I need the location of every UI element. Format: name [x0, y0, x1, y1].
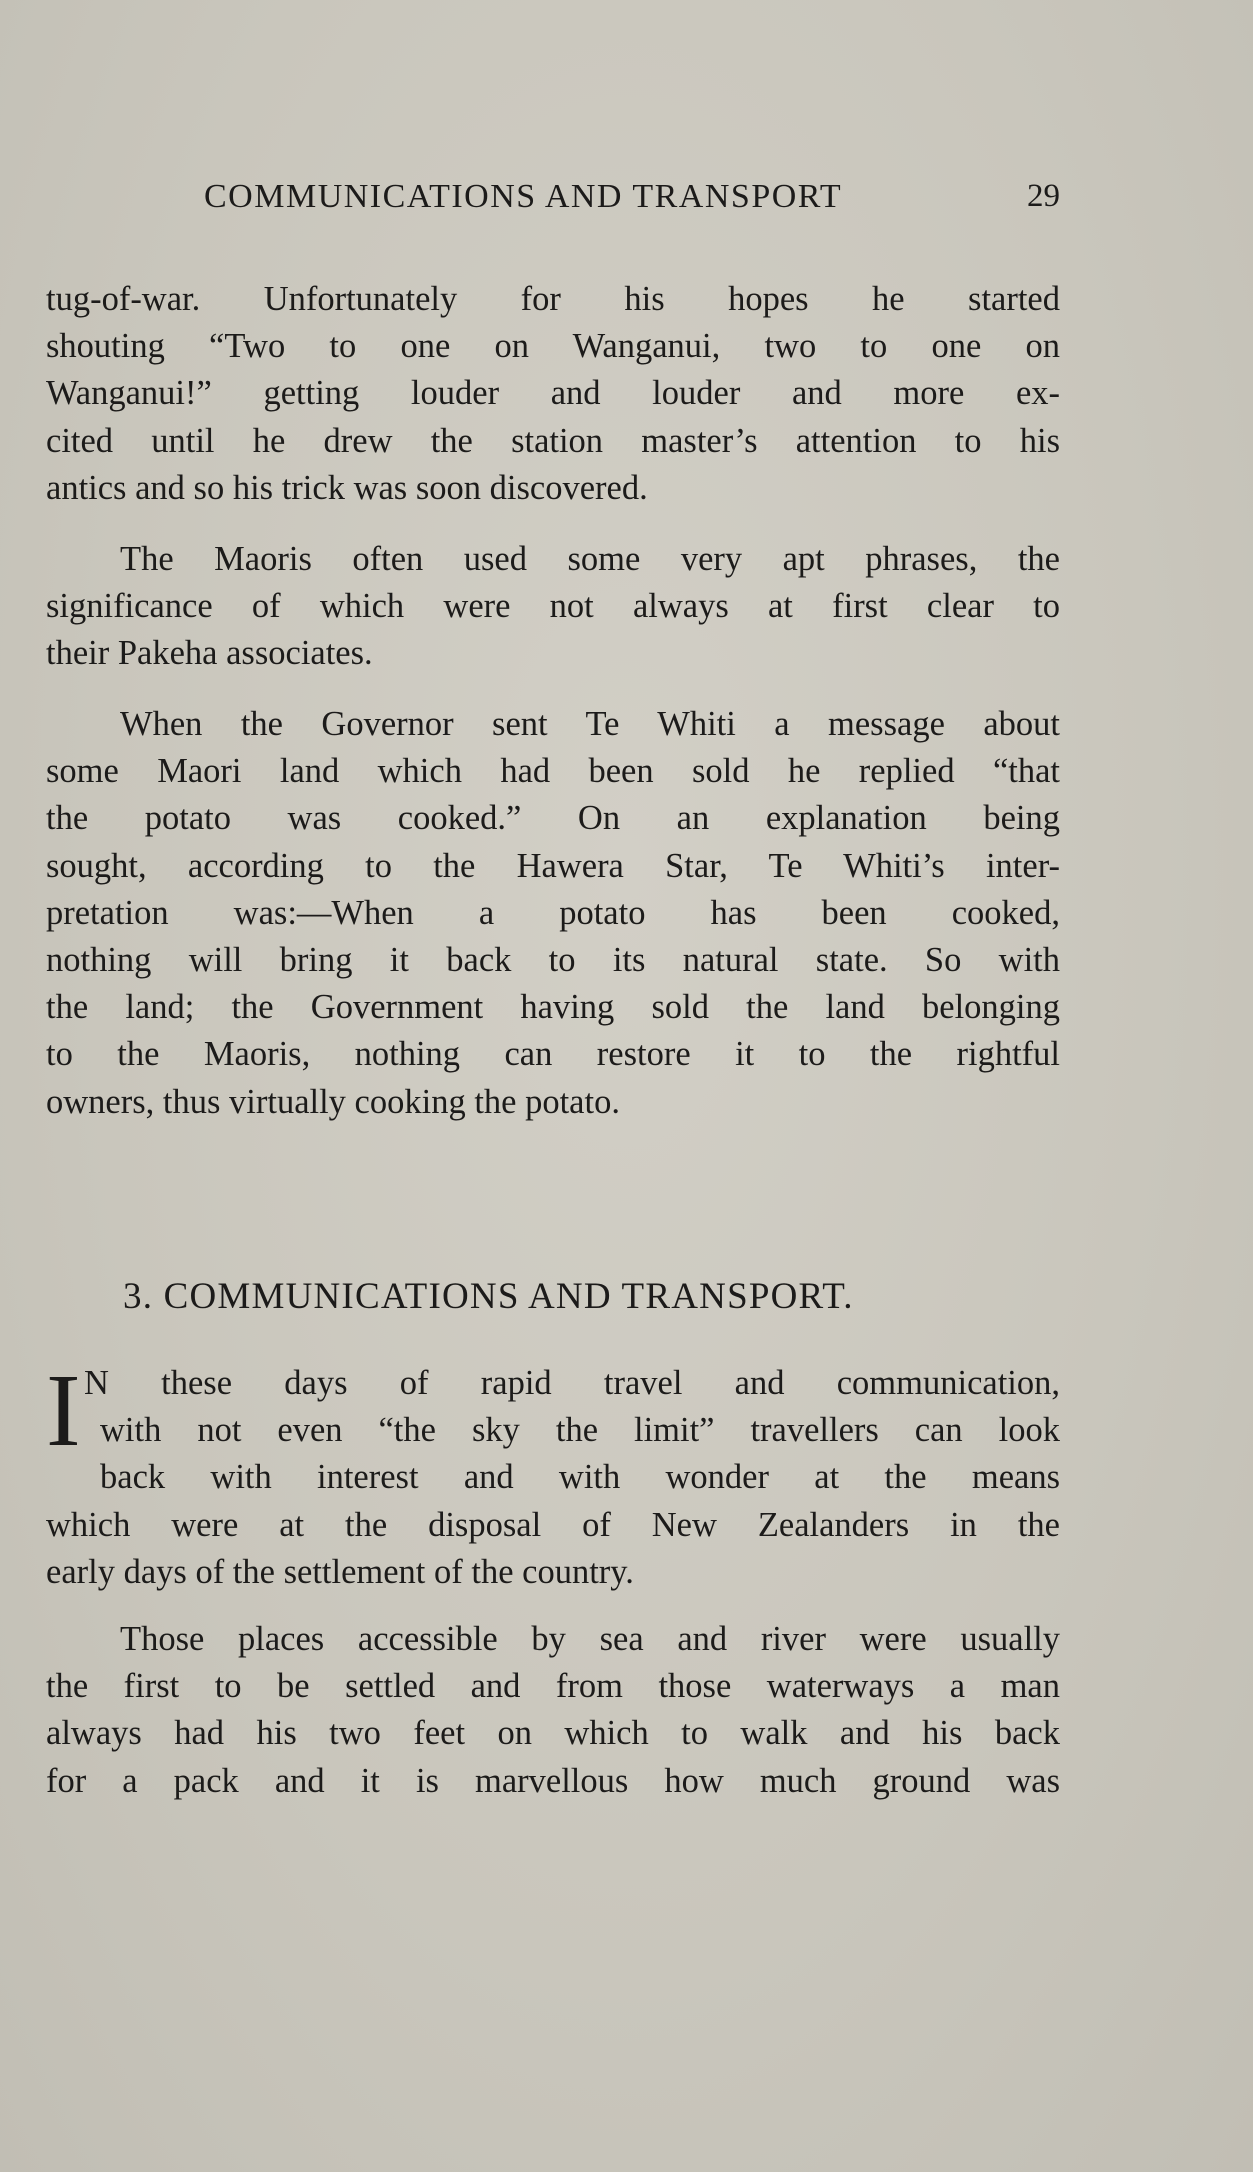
text-line: sought, according to the Hawera Star, Te Whiti’s inter-: [46, 846, 1060, 885]
text-line: back with interest and with wonder at the means: [100, 1458, 1060, 1497]
text-line: shouting “Two to one on Wanganui, two to one on: [46, 327, 1060, 366]
text-line: When the Governor sent Te Whiti a message about: [120, 705, 1060, 743]
text-line: the land; the Government having sold the land belonging: [46, 988, 1060, 1027]
text-line: always had his two feet on which to walk and his back: [46, 1714, 1060, 1753]
text-line: early days of the settlement of the country.: [46, 1552, 634, 1591]
text-line: the potato was cooked.” On an explanation being: [46, 799, 1060, 838]
paragraph-1: [46, 276, 1060, 512]
drop-cap: I: [46, 1353, 81, 1468]
paragraph-3: [46, 701, 1060, 1126]
text-line: some Maori land which had been sold he replied “that: [46, 752, 1060, 791]
page-number: 29: [1027, 178, 1060, 214]
text-line: for a pack and it is marvellous how much ground was: [46, 1761, 1060, 1800]
text-line: nothing will bring it back to its natural state. So with: [46, 940, 1060, 979]
paragraph-2: [46, 536, 1060, 678]
text-line: Those places accessible by sea and river were usually: [120, 1620, 1060, 1658]
text-line: owners, thus virtually cooking the potato.: [46, 1082, 620, 1121]
text-line: their Pakeha associates.: [46, 634, 373, 673]
text-line: pretation was:—When a potato has been cooked,: [46, 893, 1060, 932]
text-line: Wanganui!” getting louder and louder and more ex-: [46, 374, 1060, 413]
text-line: which were at the disposal of New Zealanders in the: [46, 1505, 1060, 1544]
running-title: COMMUNICATIONS AND TRANSPORT: [204, 178, 843, 215]
text-line: the first to be settled and from those waterways a man: [46, 1667, 1060, 1706]
text-line: significance of which were not always at first clear to: [46, 587, 1060, 626]
text-line: cited until he drew the station master’s attention to his: [46, 421, 1060, 460]
section-paragraph-2: [46, 1616, 1060, 1805]
section-paragraph-1: [46, 1353, 1060, 1596]
text-line: to the Maoris, nothing can restore it to the rightful: [46, 1035, 1060, 1074]
text-line: with not even “the sky the limit” travellers can look: [100, 1411, 1060, 1450]
text-line: The Maoris often used some very apt phrases, the: [120, 540, 1060, 578]
running-head: [46, 178, 1060, 224]
text-line: antics and so his trick was soon discovered.: [46, 468, 648, 507]
text-line: N these days of rapid travel and communication,: [84, 1364, 1060, 1402]
section-heading: 3. COMMUNICATIONS AND TRANSPORT.: [123, 1276, 854, 1317]
text-line: tug-of-war. Unfortunately for his hopes he started: [46, 280, 1060, 318]
